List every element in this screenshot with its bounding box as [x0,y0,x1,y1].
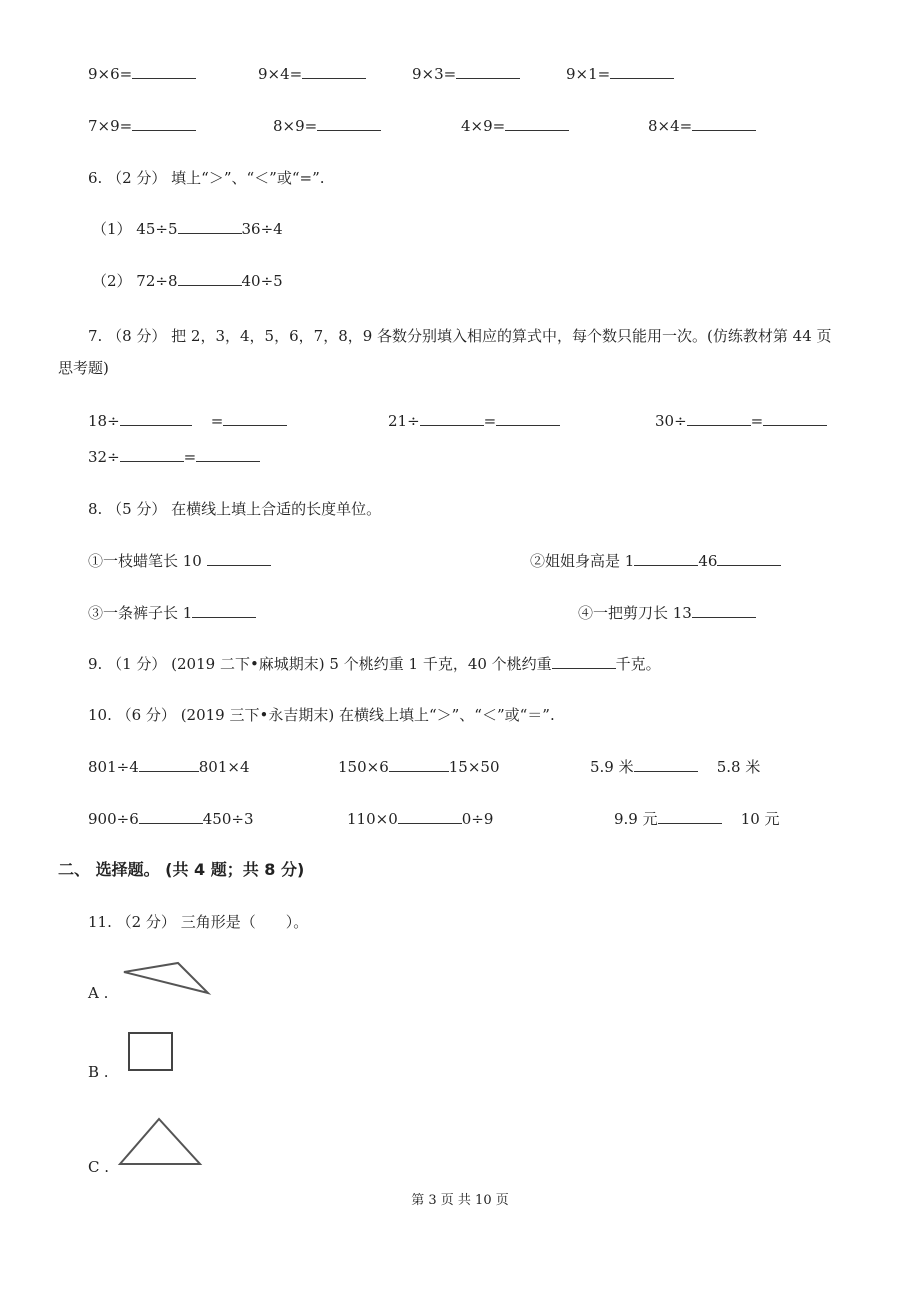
answer-blank[interactable] [496,411,560,426]
answer-blank[interactable] [389,757,449,772]
answer-blank[interactable] [132,64,196,79]
multiplication-item: 4×9= [461,116,569,136]
answer-blank[interactable] [207,551,271,566]
length-item: ①一枝蜡笔长 10 [88,551,271,571]
division-equation: 32÷ = [88,447,260,467]
question-9: 9. （1 分） (2019 二下•麻城期末) 5 个桃约重 1 千克，40 个桃约重 千克。 [88,655,661,673]
option-c-label[interactable]: C . [88,1158,110,1176]
question-6-title: 6. （2 分） 填上“＞”、“＜”或“=”. [88,169,325,187]
question-8-title: 8. （5 分） 在横线上填上合适的长度单位。 [88,500,382,518]
option-a-triangle-figure[interactable] [120,958,212,998]
multiplication-item: 9×3= [412,64,520,84]
compare-item: 110×0 0÷9 [347,810,494,828]
answer-blank[interactable] [178,271,242,286]
answer-blank[interactable] [398,809,462,824]
compare-item: （1） 45÷5 36÷4 [92,220,283,238]
answer-blank[interactable] [178,219,242,234]
answer-blank[interactable] [196,447,260,462]
multiplication-item: 9×1= [566,64,674,84]
compare-item: 150×6 15×50 [338,758,500,776]
answer-blank[interactable] [610,64,674,79]
length-item: ②姐姐身高是 1 46 [530,551,781,571]
answer-blank[interactable] [687,411,751,426]
answer-blank[interactable] [634,757,698,772]
answer-blank[interactable] [139,809,203,824]
division-equation: 30÷ = [655,411,827,431]
answer-blank[interactable] [692,116,756,131]
option-b-square-figure[interactable] [126,1030,176,1074]
multiplication-item: 8×9= [273,116,381,136]
multiplication-item: 8×4= [648,116,756,136]
answer-blank[interactable] [139,757,199,772]
answer-blank[interactable] [456,64,520,79]
answer-blank[interactable] [505,116,569,131]
option-c-triangle-figure[interactable] [116,1114,204,1168]
division-equation: 18÷ = [88,411,287,431]
compare-item: 9.9 元 10 元 [614,810,780,828]
answer-blank[interactable] [317,116,381,131]
page-footer: 第 3 页 共 10 页 [411,1193,509,1208]
option-a-label[interactable]: A . [88,984,109,1002]
question-10-title: 10. （6 分） (2019 三下•永吉期末) 在横线上填上“＞”、“＜”或“＝”. [88,706,555,724]
question-7-title: 7. （8 分） 把 2，3，4，5，6，7，8，9 各数分别填入相应的算式中，每个数只能用一次。(仿练教材第 44 页 [88,327,832,345]
answer-blank[interactable] [552,654,616,669]
division-equation: 21÷ = [388,411,560,431]
length-item: ④一把剪刀长 13 [578,603,756,623]
answer-blank[interactable] [192,603,256,618]
length-item: ③一条裤子长 1 [88,603,256,623]
option-b-label[interactable]: B . [88,1063,109,1081]
answer-blank[interactable] [717,551,781,566]
answer-blank[interactable] [132,116,196,131]
answer-blank[interactable] [120,447,184,462]
answer-blank[interactable] [634,551,698,566]
answer-blank[interactable] [302,64,366,79]
answer-blank[interactable] [223,411,287,426]
question-11-title: 11. （2 分） 三角形是（ ）。 [88,913,309,931]
compare-item: 900÷6 450÷3 [88,810,254,828]
multiplication-item: 9×4= [258,64,366,84]
compare-item: （2） 72÷8 40÷5 [92,272,283,290]
multiplication-item: 9×6= [88,64,196,84]
multiplication-item: 7×9= [88,116,196,136]
answer-blank[interactable] [420,411,484,426]
section-heading: 二、 选择题。 (共 4 题；共 8 分) [58,860,305,879]
compare-item: 5.9 米 5.8 米 [590,758,761,776]
compare-item: 801÷4 801×4 [88,758,250,776]
answer-blank[interactable] [658,809,722,824]
question-7-title-cont: 思考题) [58,359,109,377]
answer-blank[interactable] [763,411,827,426]
answer-blank[interactable] [692,603,756,618]
answer-blank[interactable] [120,411,192,426]
